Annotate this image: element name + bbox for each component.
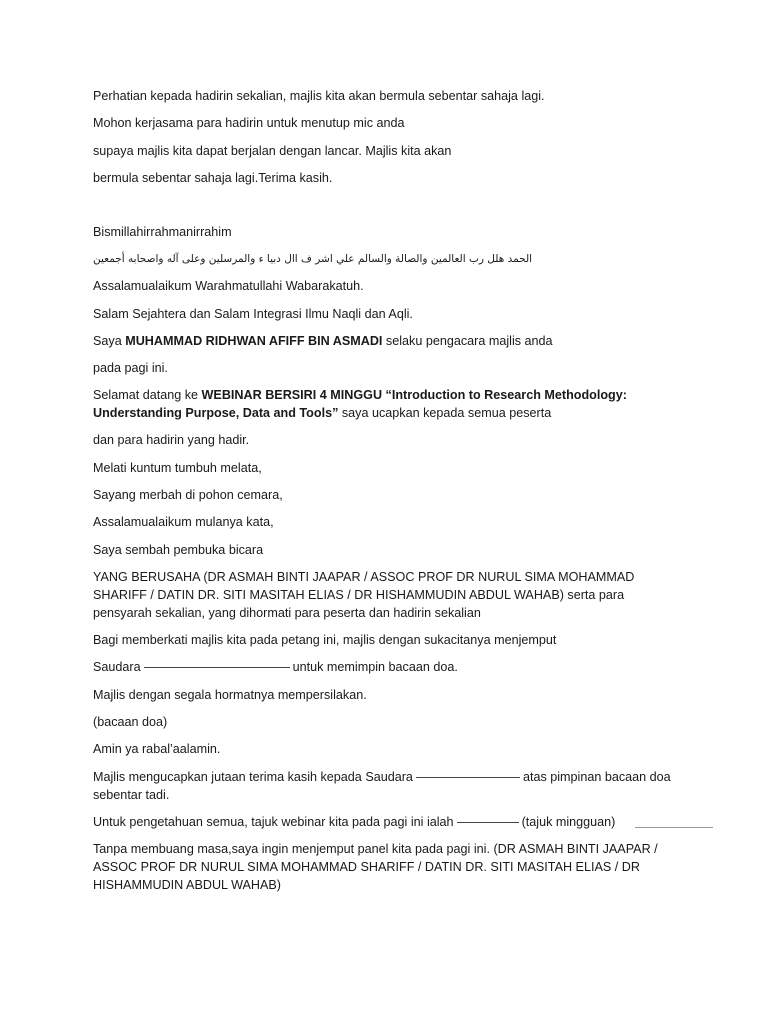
welcome-post: saya ucapkan kepada semua peserta [338, 406, 552, 420]
mc-introduction [93, 332, 693, 350]
panel-invitation: Tanpa membuang masa,saya ingin menjemput panel kita pada pagi ini. (DR ASMAH BINTI JAAPAR / ASSOC PROF DR NURUL SIMA MOHAMMAD SHARIFF / DATIN DR. SITI MASITAH ELIAS / DR HISHAMMUDIN ABDUL WAHAB) [93, 842, 658, 892]
salam-greeting: Assalamualaikum Warahmatullahi Wabarakatuh. [93, 279, 364, 293]
announcement-line-4: bermula sebentar sahaja lagi.Terima kasih. [93, 171, 333, 185]
welcome-pre: Selamat datang ke [93, 388, 202, 402]
thanks-paragraph [93, 768, 683, 804]
vip-greeting: YANG BERUSAHA (DR ASMAH BINTI JAAPAR / ASSOC PROF DR NURUL SIMA MOHAMMAD SHARIFF / DATIN DR. SITI MASITAH ELIAS / DR HISHAMMUDIN ABDUL WAHAB) serta para pensyarah sekalian, yang dihormati para peserta dan hadirin sekalian [93, 570, 635, 620]
pantun-line: Sayang merbah di pohon cemara, [93, 488, 283, 502]
mc-intro-pre: Saya [93, 334, 126, 348]
mc-name: MUHAMMAD RIDHWAN AFIFF BIN ASMADI [125, 334, 383, 348]
doa-invitation: Bagi memberkati majlis kita pada petang ini, majlis dengan sukacitanya menjemput [93, 633, 557, 647]
welcome-cont: dan para hadirin yang hadir. [93, 433, 250, 447]
saudara-line [93, 658, 693, 676]
pantun-line: Melati kuntum tumbuh melata, [93, 461, 262, 475]
name-blank [416, 776, 520, 778]
saudara-label: Saudara [93, 660, 141, 674]
topic-underline [635, 827, 713, 828]
salam-sejahtera: Salam Sejahtera dan Salam Integrasi Ilmu Naqli dan Aqli. [93, 307, 413, 321]
mc-intro-cont: pada pagi ini. [93, 361, 168, 375]
webinar-title: WEBINAR BERSIRI 4 MINGGU “Introduction to Research Methodology: Understanding Purpose, Data and Tools” [93, 388, 627, 420]
welcome-paragraph [93, 386, 683, 422]
saudara-post: untuk memimpin bacaan doa. [292, 660, 458, 674]
announcement-line-3: supaya majlis kita dapat berjalan dengan lancar. Majlis kita akan [93, 144, 452, 158]
topic-blank [457, 821, 519, 823]
thanks-post: atas pimpinan bacaan doa sebentar tadi. [93, 770, 671, 802]
arabic-opening: الحمد هلل رب العالمين والصالة والسالم علي اشر ف اال دبيا ء والمرسلين وعلى آله واصحابه أجمعين [93, 253, 533, 265]
respect-line: Majlis dengan segala hormatnya mempersilakan. [93, 688, 367, 702]
topic-line [93, 813, 693, 831]
pantun-line: Assalamualaikum mulanya kata, [93, 515, 274, 529]
announcement-line-1: Perhatian kepada hadirin sekalian, majlis kita akan bermula sebentar sahaja lagi. [93, 89, 545, 103]
bacaan-doa: (bacaan doa) [93, 715, 168, 729]
pantun-line: Saya sembah pembuka bicara [93, 543, 264, 557]
bismillah: Bismillahirrahmanirrahim [93, 225, 232, 239]
amin-line: Amin ya rabal’aalamin. [93, 742, 221, 756]
topic-pre: Untuk pengetahuan semua, tajuk webinar kita pada pagi ini ialah [93, 815, 454, 829]
thanks-pre: Majlis mengucapkan jutaan terima kasih kepada Saudara [93, 770, 413, 784]
announcement-line-2: Mohon kerjasama para hadirin untuk menutup mic anda [93, 116, 405, 130]
mc-intro-post: selaku pengacara majlis anda [382, 334, 553, 348]
name-blank [144, 666, 290, 668]
topic-post: (tajuk mingguan) [521, 815, 616, 829]
